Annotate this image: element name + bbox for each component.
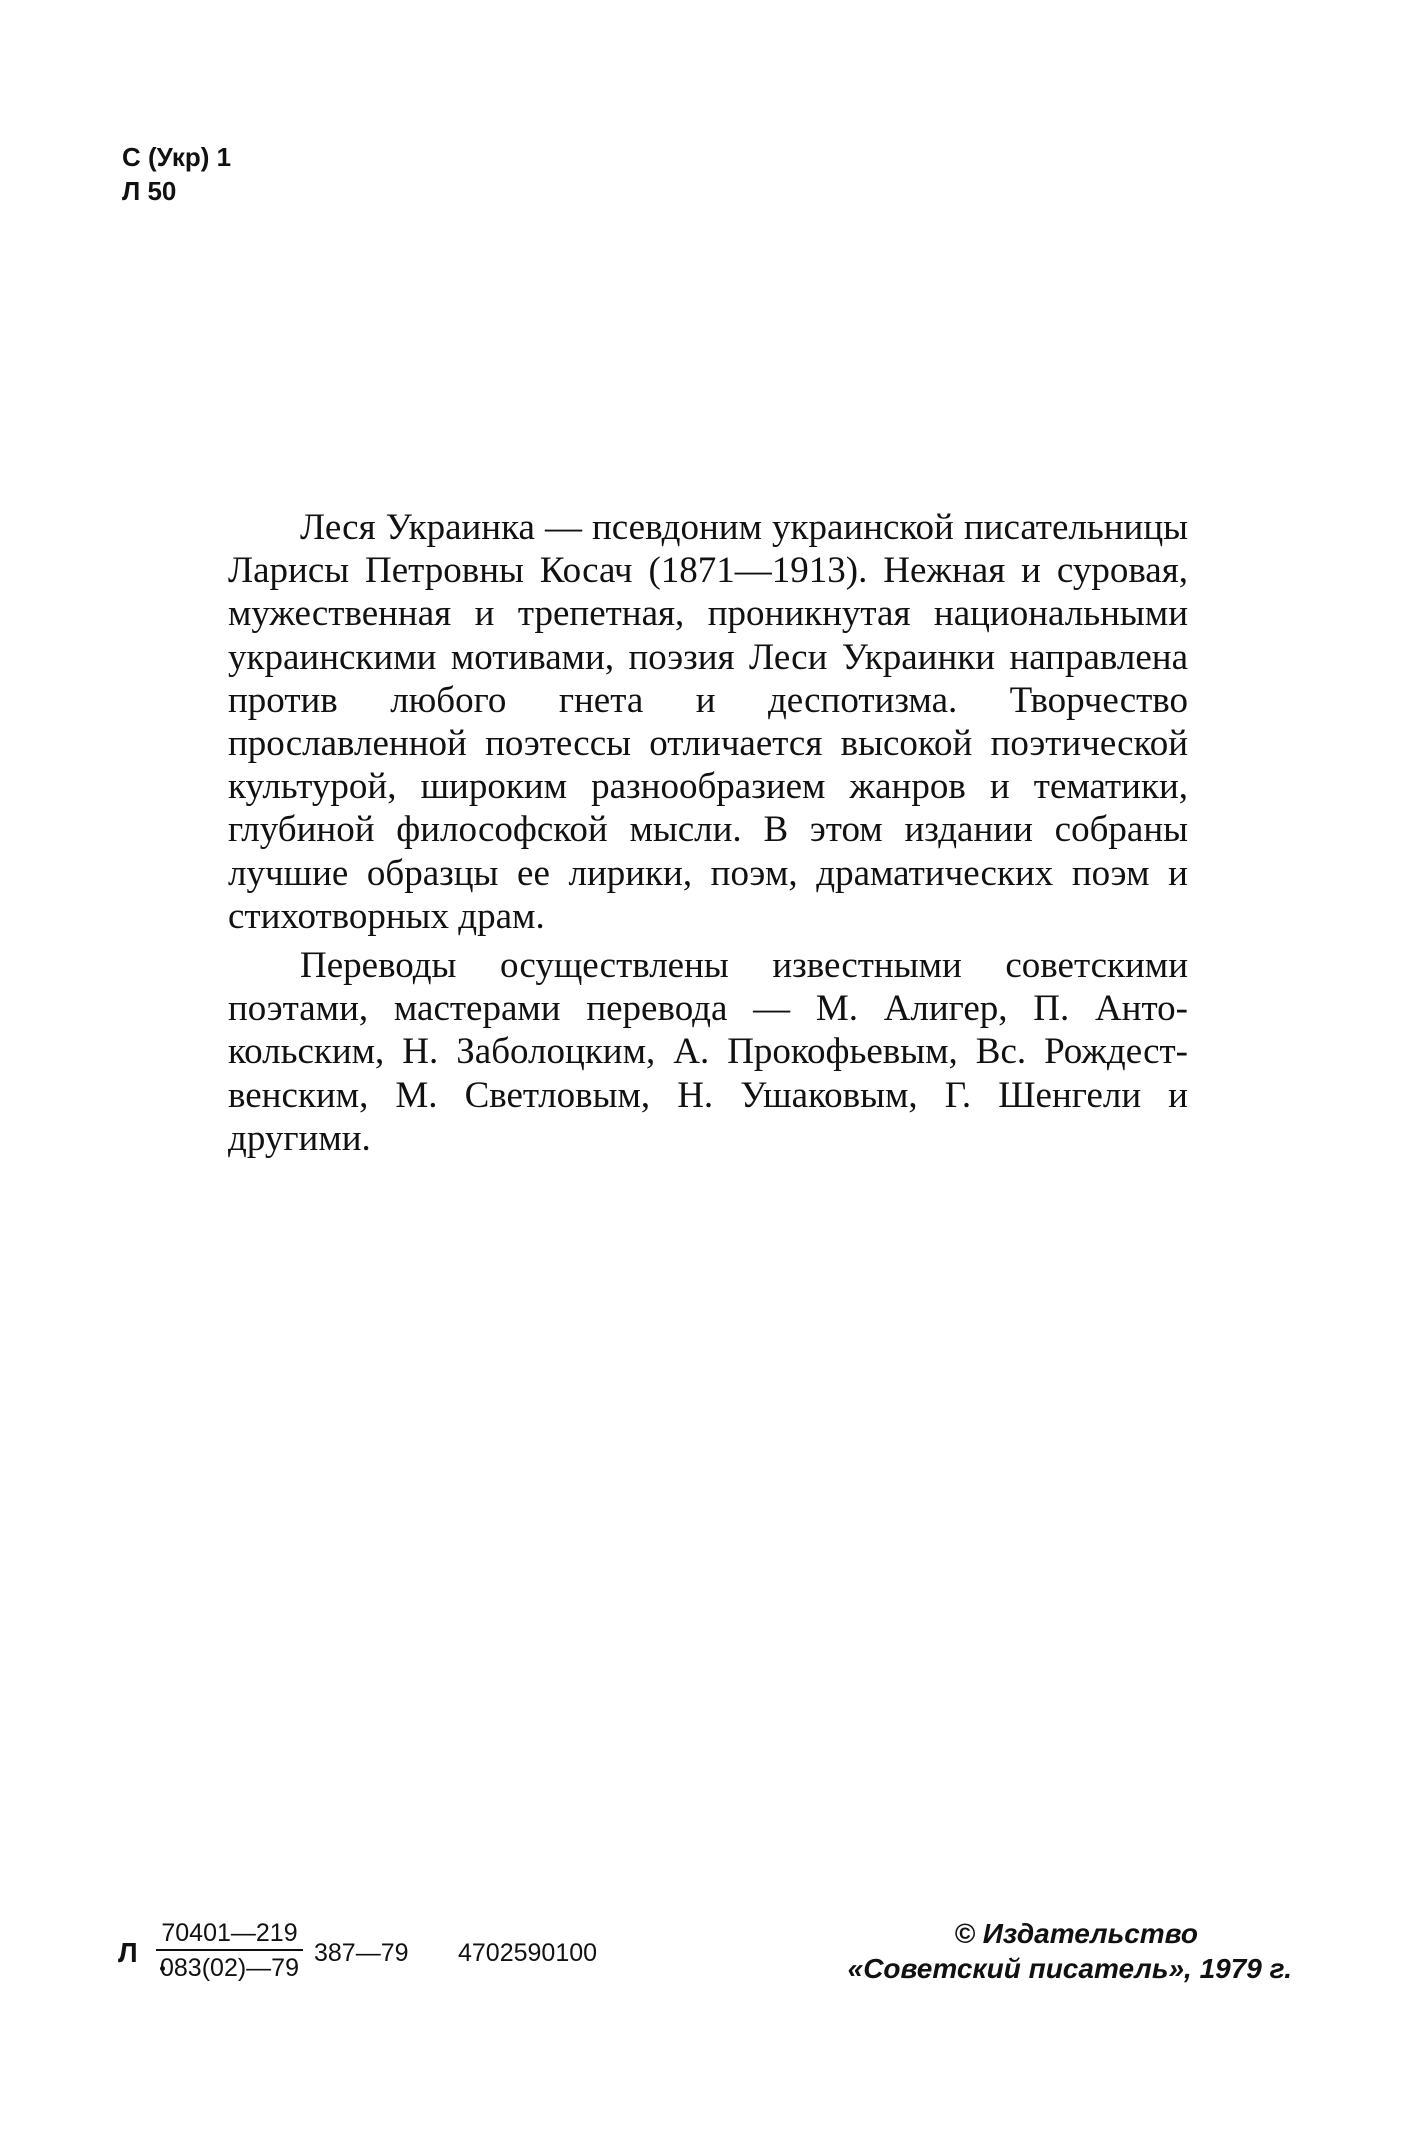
annotation-paragraph-1: Леся Украинка — псевдоним украинской писательницы Ларисы Петровны Косач (1871—1913). Нежная и суровая, мужественная и трепетная, проникнутая национальными украинскими мотивами, поэзия Леси Украинки направлена против любого гнета и деспотизма. Творчество прославленной поэтессы отличается высокой поэтической культурой, широким разнообразием жанров и тематики, глубиной философской мысли. В этом издании собраны лучшие образцы ее лирики, поэм, драматических поэм и стихотворных драм. (228, 507, 1188, 937)
library-classification (122, 140, 231, 208)
annotation-paragraph-2: Переводы осуществлены известными советскими поэтами, мастерами перевода — М. Алигер, П. Антокольским, Н. Заболоцким, А. Прокофьевым, Вс. Рождественским, М. Светловым, Н. Ушаковым, Г. Шенгели и другими. (228, 945, 1188, 1159)
imprint-numerator: 70401—219 (156, 1917, 303, 1951)
imprint-denominator: 083(02)—79 (160, 1954, 299, 1982)
author-mark: Л 50 (122, 176, 177, 206)
classification-code: С (Укр) 1 (122, 142, 232, 172)
imprint-code: 387—79 (314, 1939, 409, 1967)
catalog-imprint (118, 1917, 678, 1987)
imprint-letter: Л (118, 1937, 138, 1968)
annotation-text (228, 506, 1188, 1166)
publisher-name-line: «Советский писатель», 1979 г. (847, 1953, 1292, 1984)
copyright-line: © Издательство (954, 1918, 1198, 1949)
imprint-order-number: 4702590100 (458, 1939, 598, 1967)
publisher-copyright (830, 1916, 1292, 1986)
imprint-fraction (156, 1917, 303, 1985)
